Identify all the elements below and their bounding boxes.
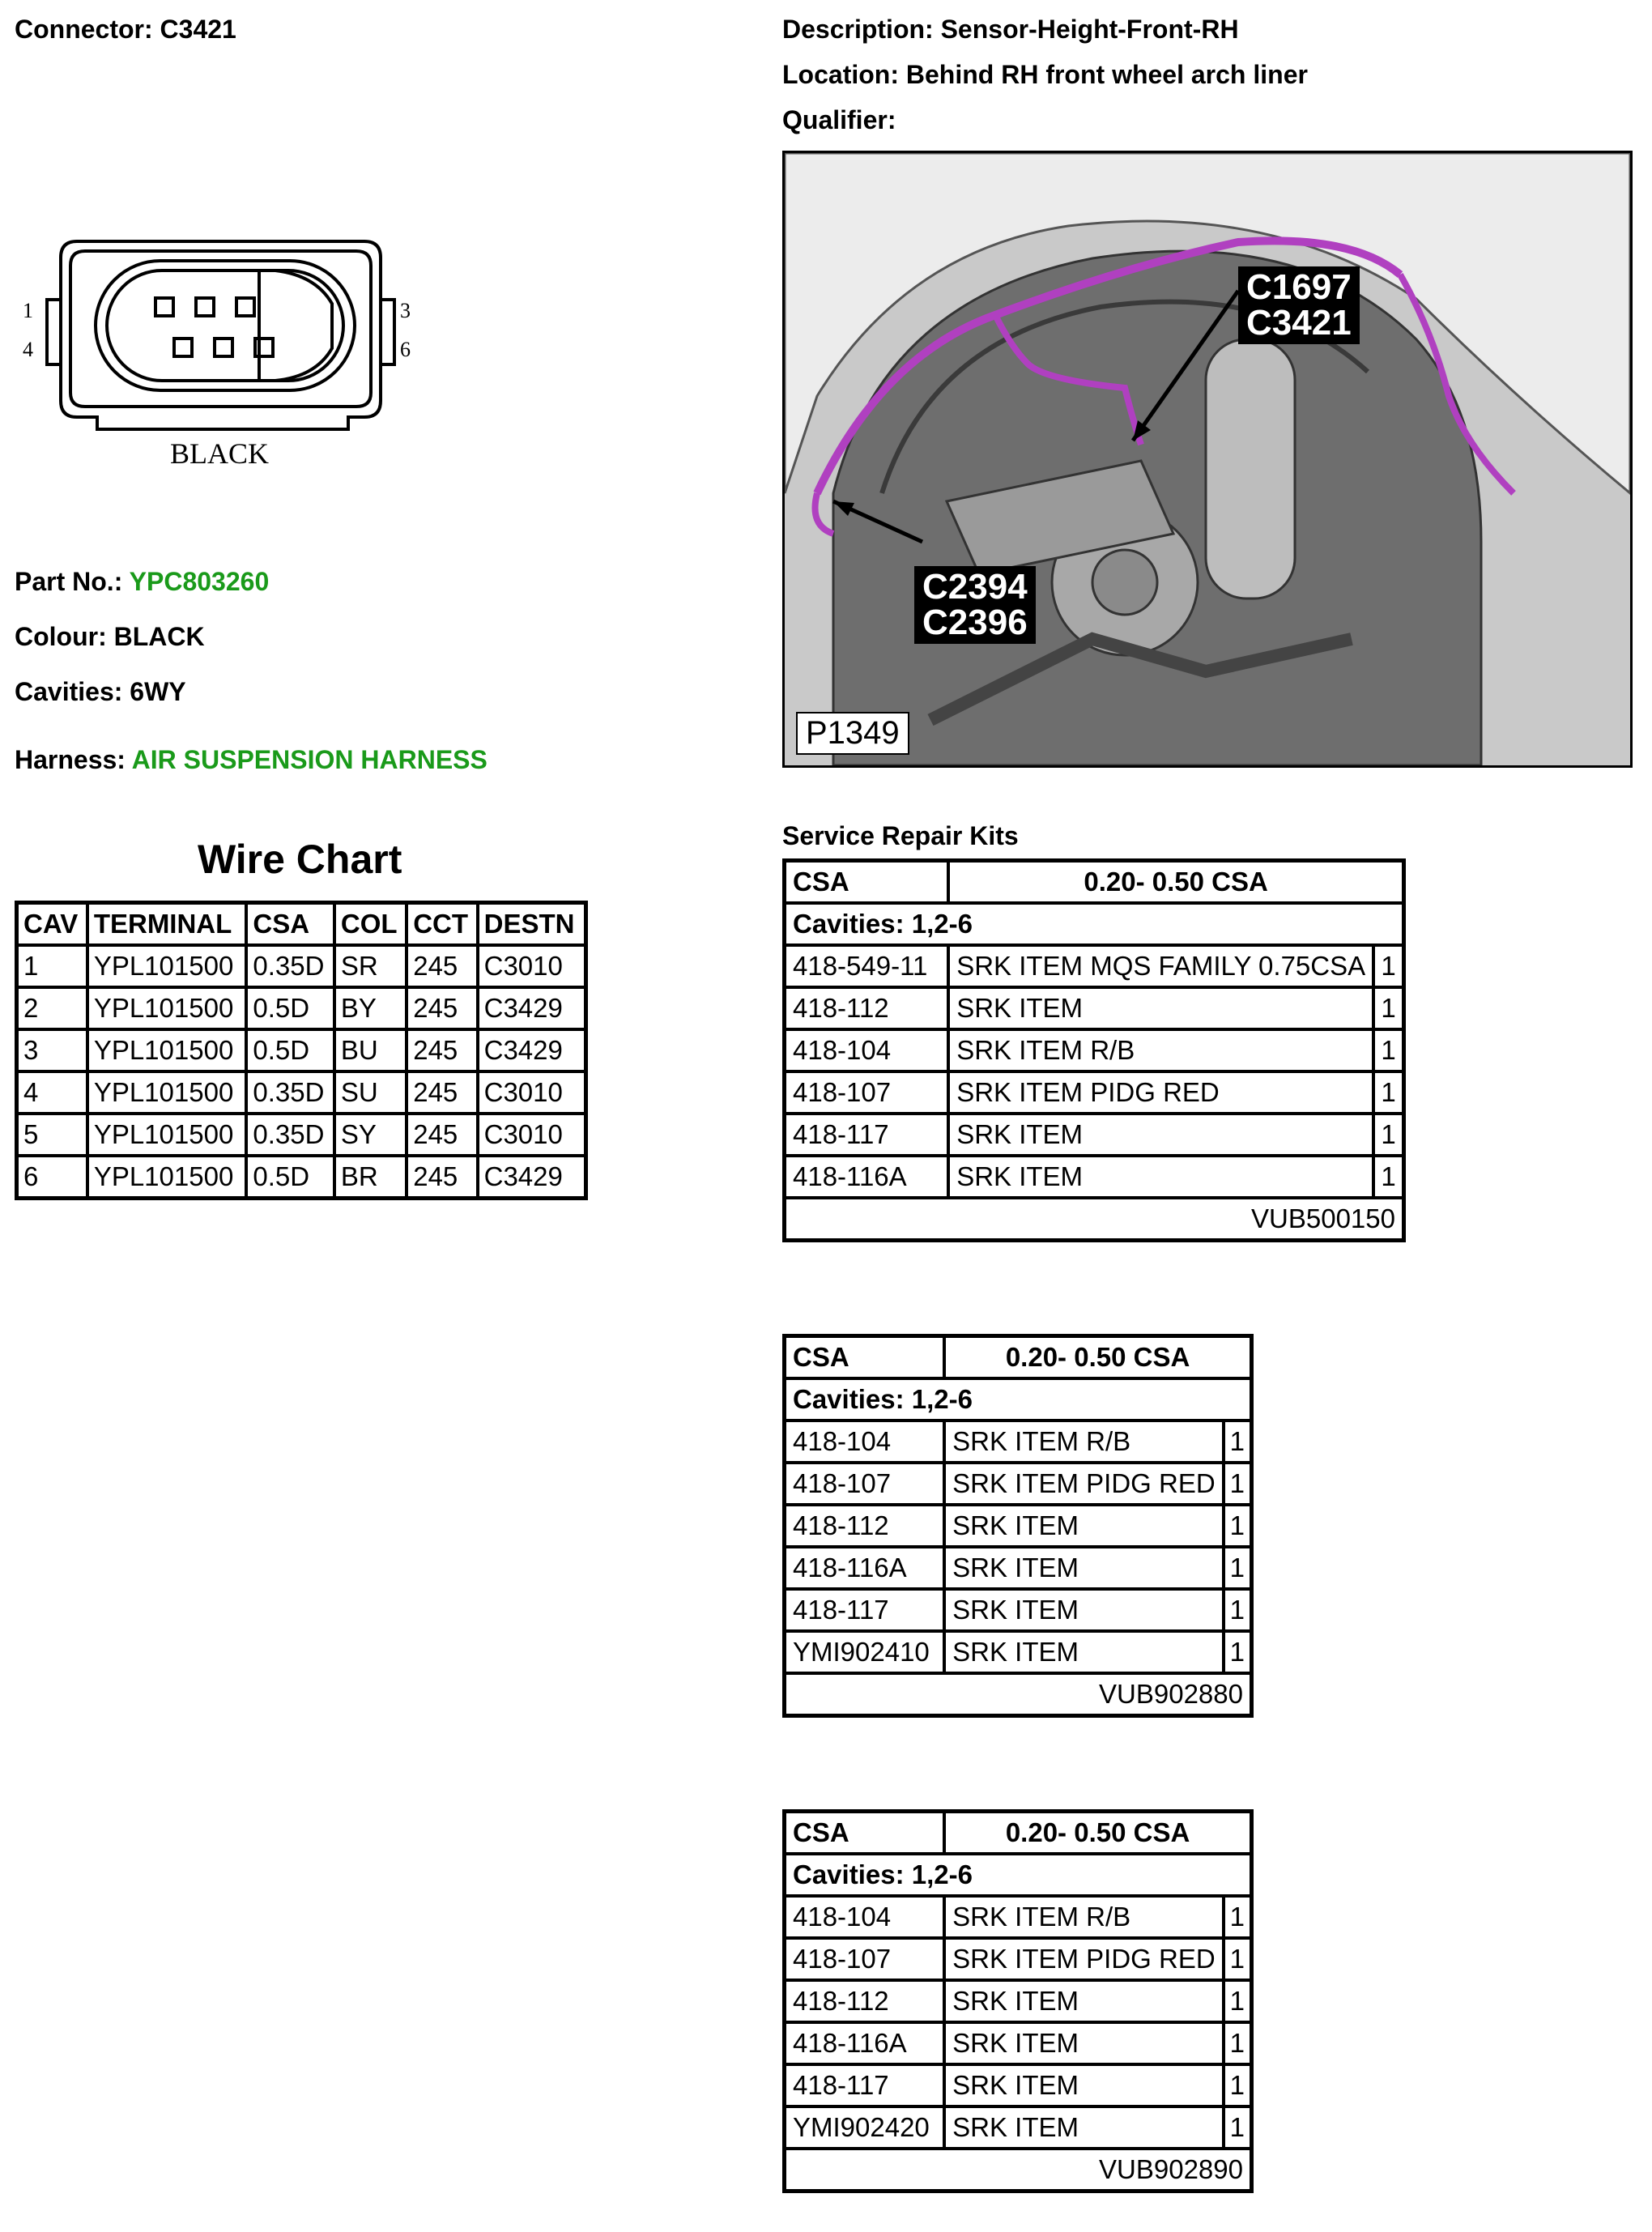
kit-item-row xyxy=(785,2064,1252,2106)
wire-chart-cell: 2 xyxy=(17,987,87,1029)
kit-item-desc: SRK ITEM PIDG RED xyxy=(944,1463,1224,1505)
wire-chart-cell: C3429 xyxy=(478,1029,586,1071)
kit-item-desc: SRK ITEM xyxy=(944,2106,1224,2149)
kit-csa-value: 0.20- 0.50 CSA xyxy=(944,1336,1251,1379)
kit-item-desc: SRK ITEM R/B xyxy=(948,1029,1373,1071)
colour-value: BLACK xyxy=(113,622,205,651)
kit-item-desc: SRK ITEM R/B xyxy=(944,1421,1224,1463)
cavities-value: 6WY xyxy=(130,677,186,706)
kit-item-qty: 1 xyxy=(1224,1463,1252,1505)
kit-cavities: Cavities: 1,2-6 xyxy=(785,1854,1252,1896)
kit-item-row xyxy=(785,2106,1252,2149)
wire-chart-cell: 1 xyxy=(17,945,87,987)
wire-chart-cell: SR xyxy=(334,945,407,987)
kit-item-qty: 1 xyxy=(1224,2064,1252,2106)
kit-item-desc: SRK ITEM xyxy=(944,1505,1224,1547)
wire-chart-cell: SU xyxy=(334,1071,407,1114)
callout-c2394-c2396 xyxy=(914,566,1036,644)
kit-item-desc: SRK ITEM xyxy=(948,987,1373,1029)
kit-item-part: YMI902420 xyxy=(785,2106,945,2149)
kit-item-qty: 1 xyxy=(1373,987,1403,1029)
wire-chart-cell: 245 xyxy=(407,987,477,1029)
kit-csa-label: CSA xyxy=(785,1812,945,1855)
description-value: Sensor-Height-Front-RH xyxy=(940,15,1239,44)
repair-kit-1 xyxy=(782,858,1406,1242)
location-label: Location: xyxy=(782,60,899,89)
kit-footer-row xyxy=(785,1673,1252,1716)
pin-1-label: 1 xyxy=(23,299,33,322)
kit-number: VUB902880 xyxy=(785,1673,1252,1716)
callout-c1697-c3421 xyxy=(1238,266,1360,344)
kit-item-part: 418-104 xyxy=(785,1421,945,1463)
location-illustration xyxy=(785,153,1630,765)
col-cct: CCT xyxy=(407,903,477,946)
kit-item-row xyxy=(785,1547,1252,1589)
kit-item-part: 418-117 xyxy=(785,2064,945,2106)
kit-footer-row xyxy=(785,2149,1252,2192)
kit-cavities-row xyxy=(785,1378,1252,1421)
wire-chart-cell: 6 xyxy=(17,1156,87,1199)
kit-item-part: 418-116A xyxy=(785,1156,949,1198)
wire-chart-cell: SY xyxy=(334,1114,407,1156)
wire-chart-title: Wire Chart xyxy=(198,837,402,882)
cavities-label: Cavities: xyxy=(15,677,123,706)
connector-line xyxy=(15,15,236,45)
description-line xyxy=(782,15,1239,45)
wire-chart-cell: BR xyxy=(334,1156,407,1199)
col-destn: DESTN xyxy=(478,903,586,946)
kit-item-desc: SRK ITEM PIDG RED xyxy=(948,1071,1373,1114)
kit-item-qty: 1 xyxy=(1373,1114,1403,1156)
wire-chart-cell: 0.5D xyxy=(246,987,334,1029)
wire-chart-row xyxy=(17,987,586,1029)
cavities-line xyxy=(15,677,186,707)
kit-item-row xyxy=(785,1114,1404,1156)
kit-item-qty: 1 xyxy=(1224,1505,1252,1547)
kit-header-row xyxy=(785,1812,1252,1855)
kit-number: VUB902890 xyxy=(785,2149,1252,2192)
kit-item-qty: 1 xyxy=(1224,2106,1252,2149)
kit-item-part: 418-112 xyxy=(785,1980,945,2022)
location-photo xyxy=(782,151,1633,768)
kit-item-row xyxy=(785,1156,1404,1198)
part-line xyxy=(15,567,269,597)
kit-item-row xyxy=(785,1029,1404,1071)
repair-kit-2 xyxy=(782,1334,1254,1718)
wire-chart-cell: 245 xyxy=(407,1114,477,1156)
kit-item-desc: SRK ITEM xyxy=(944,2064,1224,2106)
wire-chart-cell: 0.5D xyxy=(246,1029,334,1071)
kit-footer-row xyxy=(785,1198,1404,1241)
kit-item-qty: 1 xyxy=(1224,1421,1252,1463)
kit-item-part: 418-116A xyxy=(785,1547,945,1589)
colour-line xyxy=(15,622,205,652)
kit-item-row xyxy=(785,2022,1252,2064)
callout-c2396: C2396 xyxy=(922,603,1028,642)
kit-item-desc: SRK ITEM PIDG RED xyxy=(944,1938,1224,1980)
pin-3-label: 3 xyxy=(400,299,411,322)
part-label: Part No.: xyxy=(15,567,123,596)
kit-csa-value: 0.20- 0.50 CSA xyxy=(944,1812,1251,1855)
kit-item-qty: 1 xyxy=(1224,1980,1252,2022)
wire-chart-row xyxy=(17,1071,586,1114)
kit-item-desc: SRK ITEM R/B xyxy=(944,1896,1224,1938)
kit-item-row xyxy=(785,1421,1252,1463)
colour-label: Colour: xyxy=(15,622,107,651)
kit-item-qty: 1 xyxy=(1224,2022,1252,2064)
harness-line xyxy=(15,745,488,775)
wire-chart-cell: C3010 xyxy=(478,945,586,987)
kit-csa-label: CSA xyxy=(785,861,949,904)
callout-c2394: C2394 xyxy=(922,567,1028,607)
wire-chart-cell: C3010 xyxy=(478,1071,586,1114)
kit-number: VUB500150 xyxy=(785,1198,1404,1241)
wire-chart-cell: YPL101500 xyxy=(87,1029,247,1071)
wire-chart-cell: BU xyxy=(334,1029,407,1071)
wire-chart-cell: 0.35D xyxy=(246,1071,334,1114)
wire-chart-cell: 245 xyxy=(407,1156,477,1199)
kit-item-part: 418-117 xyxy=(785,1589,945,1631)
wire-chart-cell: C3429 xyxy=(478,987,586,1029)
wire-chart-cell: C3429 xyxy=(478,1156,586,1199)
wire-chart-body xyxy=(17,945,586,1199)
photo-code: P1349 xyxy=(796,712,909,755)
kit-item-qty: 1 xyxy=(1224,1938,1252,1980)
kit-item-part: YMI902410 xyxy=(785,1631,945,1673)
harness-label: Harness: xyxy=(15,745,126,774)
wire-chart-cell: YPL101500 xyxy=(87,1156,247,1199)
pin-4-label: 4 xyxy=(23,338,33,361)
connector-label: Connector: xyxy=(15,15,153,44)
kit-item-row xyxy=(785,987,1404,1029)
wire-chart-cell: C3010 xyxy=(478,1114,586,1156)
kit-item-desc: SRK ITEM MQS FAMILY 0.75CSA xyxy=(948,945,1373,987)
kit-item-qty: 1 xyxy=(1373,1156,1403,1198)
part-number[interactable]: YPC803260 xyxy=(129,567,270,596)
wire-chart-cell: 0.35D xyxy=(246,945,334,987)
col-col: COL xyxy=(334,903,407,946)
kit-item-part: 418-104 xyxy=(785,1029,949,1071)
kit-item-qty: 1 xyxy=(1224,1896,1252,1938)
kit-item-desc: SRK ITEM xyxy=(944,1980,1224,2022)
kit-item-row xyxy=(785,1896,1252,1938)
callout-c3421: C3421 xyxy=(1246,303,1352,343)
kit-item-qty: 1 xyxy=(1224,1631,1252,1673)
kit-item-desc: SRK ITEM xyxy=(944,1589,1224,1631)
wire-chart-row xyxy=(17,1156,586,1199)
wire-chart-cell: 245 xyxy=(407,1071,477,1114)
kit-header-row xyxy=(785,1336,1252,1379)
kit-item-qty: 1 xyxy=(1224,1547,1252,1589)
wire-chart-row xyxy=(17,1029,586,1071)
col-cav: CAV xyxy=(17,903,87,946)
kit-item-part: 418-107 xyxy=(785,1071,949,1114)
col-terminal: TERMINAL xyxy=(87,903,247,946)
wire-chart-row xyxy=(17,1114,586,1156)
wire-chart-cell: 0.5D xyxy=(246,1156,334,1199)
callout-c1697: C1697 xyxy=(1246,267,1352,307)
kit-item-qty: 1 xyxy=(1224,1589,1252,1631)
pin-6-label: 6 xyxy=(400,338,411,361)
wire-chart-cell: YPL101500 xyxy=(87,1071,247,1114)
kit-item-qty: 1 xyxy=(1373,1071,1403,1114)
kit-item-row xyxy=(785,1938,1252,1980)
service-kits-title: Service Repair Kits xyxy=(782,821,1019,850)
kit-item-row xyxy=(785,1589,1252,1631)
kit-item-desc: SRK ITEM xyxy=(948,1114,1373,1156)
col-csa: CSA xyxy=(246,903,334,946)
kit-item-part: 418-549-11 xyxy=(785,945,949,987)
kit-item-row xyxy=(785,1505,1252,1547)
wire-chart-row xyxy=(17,945,586,987)
wire-chart-cell: BY xyxy=(334,987,407,1029)
kit-cavities: Cavities: 1,2-6 xyxy=(785,1378,1252,1421)
kit-item-desc: SRK ITEM xyxy=(944,2022,1224,2064)
qualifier-line xyxy=(782,105,896,135)
wire-chart-cell: 0.35D xyxy=(246,1114,334,1156)
location-line xyxy=(782,60,1308,90)
kit-item-part: 418-107 xyxy=(785,1938,945,1980)
wire-chart-cell: 5 xyxy=(17,1114,87,1156)
wire-chart-cell: YPL101500 xyxy=(87,987,247,1029)
kit-item-part: 418-107 xyxy=(785,1463,945,1505)
kit-cavities-row xyxy=(785,1854,1252,1896)
kit-item-desc: SRK ITEM xyxy=(948,1156,1373,1198)
connector-value: C3421 xyxy=(160,15,236,44)
kit-item-desc: SRK ITEM xyxy=(944,1631,1224,1673)
location-value: Behind RH front wheel arch liner xyxy=(905,60,1308,89)
description-label: Description: xyxy=(782,15,934,44)
diagram-colour-label: BLACK xyxy=(170,437,270,470)
kit-cavities-row xyxy=(785,903,1404,945)
connector-face-diagram xyxy=(16,227,429,486)
wire-chart-cell: 3 xyxy=(17,1029,87,1071)
wire-chart-header-row xyxy=(17,903,586,946)
kit-item-row xyxy=(785,1463,1252,1505)
kit-item-part: 418-116A xyxy=(785,2022,945,2064)
kit-item-part: 418-112 xyxy=(785,1505,945,1547)
kit-item-part: 418-112 xyxy=(785,987,949,1029)
wire-chart-cell: YPL101500 xyxy=(87,1114,247,1156)
harness-link[interactable]: AIR SUSPENSION HARNESS xyxy=(131,745,488,774)
kit-header-row xyxy=(785,861,1404,904)
wire-chart-table xyxy=(15,901,588,1200)
kit-item-row xyxy=(785,1980,1252,2022)
kit-item-row xyxy=(785,945,1404,987)
kit-item-qty: 1 xyxy=(1373,945,1403,987)
kit-csa-value: 0.20- 0.50 CSA xyxy=(948,861,1403,904)
kit-cavities: Cavities: 1,2-6 xyxy=(785,903,1404,945)
repair-kit-3 xyxy=(782,1809,1254,2193)
wire-chart-cell: 4 xyxy=(17,1071,87,1114)
kit-item-part: 418-104 xyxy=(785,1896,945,1938)
kit-item-row xyxy=(785,1071,1404,1114)
wire-chart-cell: YPL101500 xyxy=(87,945,247,987)
kit-item-row xyxy=(785,1631,1252,1673)
qualifier-label: Qualifier: xyxy=(782,105,896,134)
wire-chart-cell: 245 xyxy=(407,1029,477,1071)
kit-csa-label: CSA xyxy=(785,1336,945,1379)
wire-chart-cell: 245 xyxy=(407,945,477,987)
kit-item-desc: SRK ITEM xyxy=(944,1547,1224,1589)
kit-item-qty: 1 xyxy=(1373,1029,1403,1071)
kit-item-part: 418-117 xyxy=(785,1114,949,1156)
